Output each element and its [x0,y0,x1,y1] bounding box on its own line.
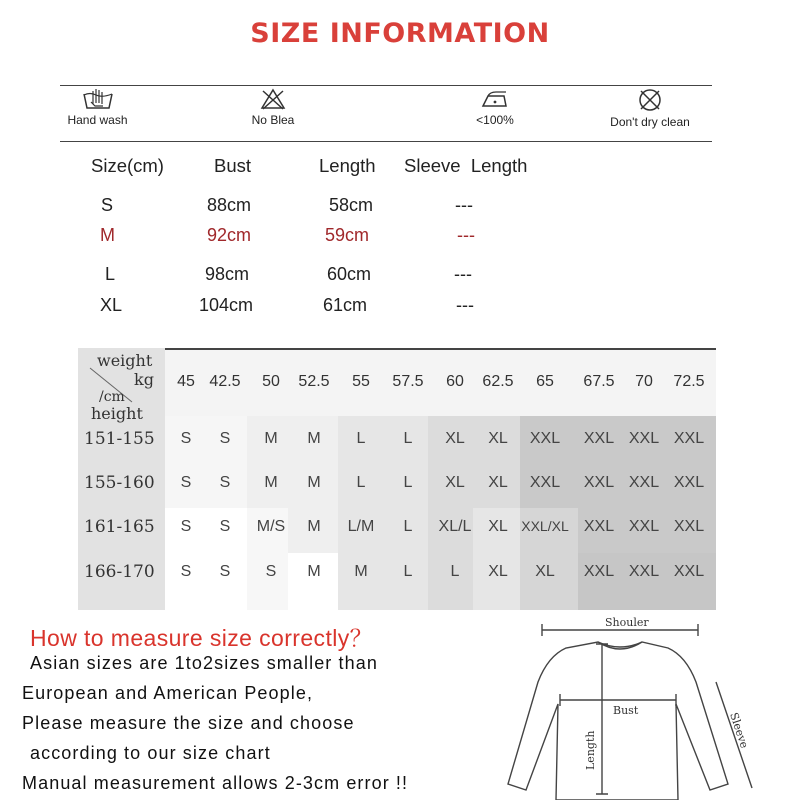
size-table-header: Sleeve Length [404,155,528,176]
size-cell: M [264,474,278,491]
measure-note-line: Asian sizes are 1to2sizes smaller than [30,653,378,673]
size-table-header: Size(cm) [91,155,164,176]
care-label: <100% [476,113,514,127]
size-cell: XL [535,563,555,580]
care-label: No Blea [251,113,295,127]
measure-note-line: Please measure the size and choose [22,713,355,733]
care-hand-wash [60,88,135,127]
no-bleach-icon [260,88,286,110]
weight-header: 70 [635,373,653,390]
chart-shade [288,553,338,610]
size-cell: M [307,518,321,535]
size-cell: XXL [583,518,615,535]
chart-shade [578,553,716,610]
size-cell: XXL [673,518,705,535]
care-label: Hand wash [67,113,128,127]
care-iron [460,88,530,127]
garment-measure-diagram [490,612,790,800]
size-cell: L [450,563,460,580]
hand-wash-icon [81,88,115,110]
size-cell: S [180,430,192,447]
weight-header: 67.5 [583,373,615,390]
measure-note-line: Manual measurement allows 2-3cm error !! [22,773,409,793]
size-cell: XXL/XL [521,518,569,534]
size-cell: XXL [583,563,615,580]
bust-value: 98cm [205,264,250,284]
size-cell: XXL [583,430,615,447]
size-cell: L [356,474,366,491]
weight-header: 55 [352,373,370,390]
size-cell: XL [488,430,508,447]
size-cell: M [354,563,368,580]
length-value: 60cm [327,264,372,284]
size-cell: XXL [673,474,705,491]
garment-outline [508,642,728,800]
size-cell: XXL [529,430,561,447]
height-label: 166-170 [84,562,155,582]
size-cell: XXL [673,430,705,447]
sleeve-value: --- [454,264,472,284]
iron-icon [478,88,512,110]
size-cell: XL [488,474,508,491]
bust-value: 104cm [199,295,254,315]
size-cell: L [403,518,413,535]
weight-header: 60 [446,373,464,390]
size-cell: XXL [628,563,660,580]
size-cell: XL/L [438,518,472,535]
size-cell: L/M [347,518,375,535]
height-label: 161-165 [84,517,155,537]
bust-value: 92cm [207,225,252,245]
weight-header: 65 [536,373,554,390]
length-value: 59cm [325,225,370,245]
corner-height: height [91,404,143,423]
care-instructions [60,85,712,142]
measure-note-line: according to our size chart [30,743,271,763]
chart-top-rule [165,348,716,350]
size-cell: S [265,563,277,580]
weight-header: 57.5 [392,373,424,390]
size-cell: XL [488,563,508,580]
size-table-header: Bust [214,155,252,176]
size-cell: L [403,474,413,491]
weight-header: 52.5 [298,373,330,390]
diagram-length-label: Length [584,730,597,770]
diagram-bust-label: Bust [613,704,639,717]
size-cell: S [219,518,231,535]
weight-header: 50 [262,373,280,390]
weight-header: 45 [177,373,195,390]
measure-note-line: European and American People, [22,683,314,703]
measure-heading: How to measure size correctly？ [30,625,374,651]
size-cell: XXL [628,474,660,491]
size-cell: XXL [583,474,615,491]
size-cell: M [307,474,321,491]
size-cell: M [307,563,321,580]
weight-height-chart [78,348,716,610]
size-cell: XXL [673,563,705,580]
length-arrow [596,644,608,794]
size-cell: S [180,563,192,580]
sleeve-value: --- [455,195,473,215]
no-dry-clean-icon [637,88,663,112]
size-cell: S [180,518,192,535]
diagram-shoulder-label: Shouler [605,616,649,629]
size-cell: S [219,474,231,491]
care-no-dry-clean [600,88,700,129]
page-title: SIZE INFORMATION [250,18,550,49]
size-cell: XXL [628,430,660,447]
size-cell: M [307,430,321,447]
corner-cm: /cm [99,389,125,405]
bust-value: 88cm [207,195,252,215]
size-cell: XL [445,474,465,491]
size-cell: S [219,430,231,447]
care-label: Don't dry clean [610,115,690,129]
length-value: 61cm [323,295,368,315]
size-cell: XL [445,430,465,447]
size-cell: S [219,563,231,580]
size-cell: L [403,563,413,580]
size-cell: XXL [529,474,561,491]
care-no-bleach [238,88,308,127]
height-label: 151-155 [84,429,155,449]
size-cell: M [264,430,278,447]
size-cell: L [403,430,413,447]
sleeve-value: --- [456,295,474,315]
size-label: XL [100,295,123,315]
size-label: S [101,195,114,215]
corner-kg: kg [134,370,154,389]
size-cell: XXL [628,518,660,535]
weight-header: 72.5 [673,373,705,390]
size-cell: XL [488,518,508,535]
size-cell: M/S [256,518,286,535]
height-label: 155-160 [84,473,155,493]
length-value: 58cm [329,195,374,215]
weight-header: 62.5 [482,373,514,390]
size-table-header: Length [319,155,376,176]
size-cell: S [180,474,192,491]
diagram-sleeve-label: Sleeve [727,710,751,750]
sleeve-value: --- [457,225,475,245]
corner-weight: weight [97,351,153,370]
weight-header: 42.5 [209,373,241,390]
size-cell: L [356,430,366,447]
size-label: M [100,225,115,245]
size-label: L [105,264,116,284]
